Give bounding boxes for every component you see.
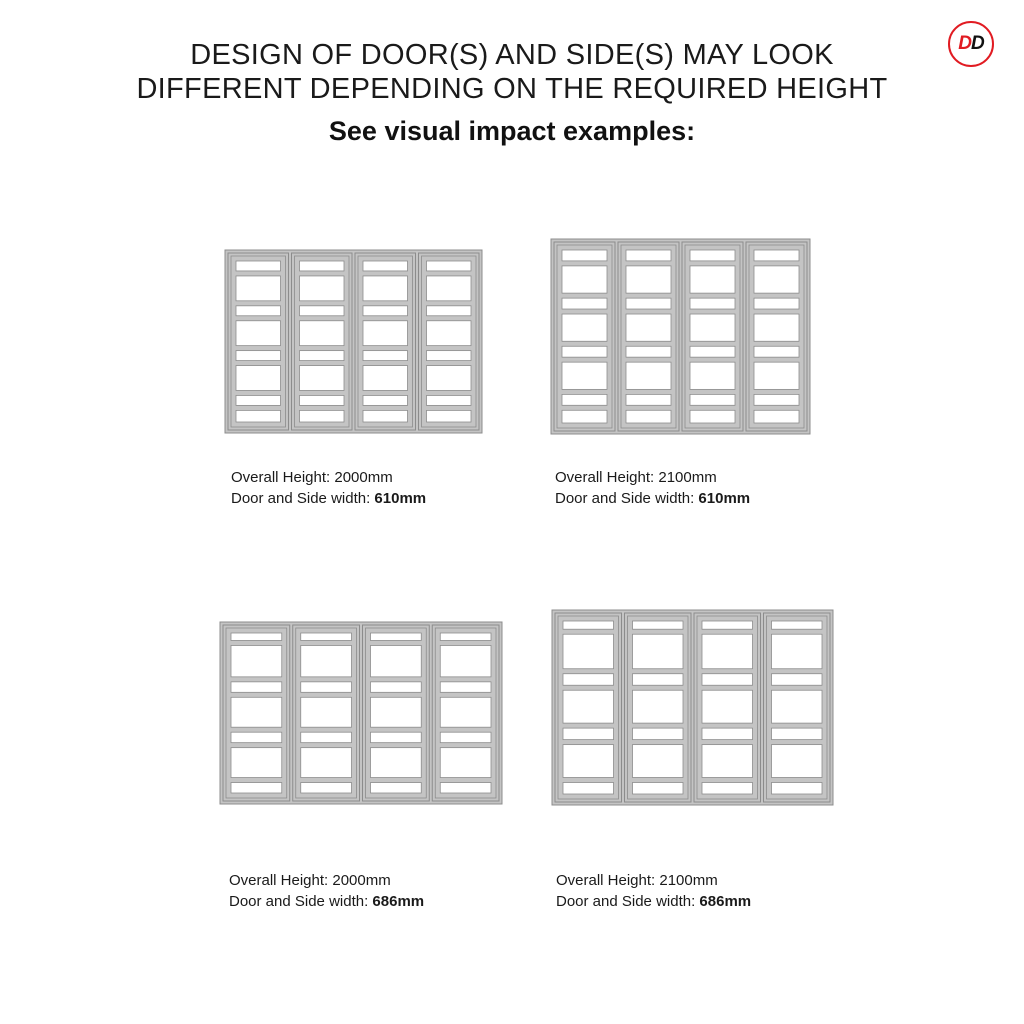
door-panel: [694, 613, 761, 802]
logo-letter-red: D: [958, 33, 971, 54]
glass-pane: [371, 682, 422, 692]
glass-pane: [562, 346, 607, 357]
glass-pane: [626, 410, 671, 423]
glass-pane: [690, 362, 735, 389]
glass-pane: [626, 298, 671, 309]
glass-pane: [371, 732, 422, 742]
example-caption-2: [555, 467, 750, 509]
side-panel: [555, 613, 622, 802]
side-panel: [746, 242, 807, 431]
brand-logo: [948, 21, 994, 67]
glass-pane: [562, 394, 607, 405]
glass-pane: [236, 321, 281, 346]
example-caption-3: [229, 870, 424, 912]
glass-pane: [563, 674, 614, 686]
glass-pane: [633, 621, 684, 629]
glass-pane: [363, 276, 408, 301]
door-set-svg: [550, 238, 811, 435]
glass-pane: [754, 362, 799, 389]
glass-pane: [301, 748, 352, 778]
glass-pane: [236, 306, 281, 316]
glass-pane: [754, 314, 799, 341]
glass-pane: [371, 645, 422, 676]
door-panel: [682, 242, 743, 431]
glass-pane: [300, 276, 345, 301]
glass-pane: [300, 395, 345, 405]
glass-pane: [236, 366, 281, 391]
glass-pane: [300, 261, 345, 271]
glass-pane: [440, 748, 491, 778]
glass-pane: [772, 621, 823, 629]
glass-pane: [690, 266, 735, 293]
door-panel: [363, 625, 430, 801]
door-set-svg: [551, 609, 834, 806]
glass-pane: [371, 633, 422, 640]
glass-pane: [754, 394, 799, 405]
page-subtitle: See visual impact examples:: [328, 116, 696, 146]
glass-pane: [633, 728, 684, 740]
glass-pane: [231, 682, 282, 692]
door-panel: [292, 253, 353, 430]
glass-pane: [690, 394, 735, 405]
glass-pane: [562, 266, 607, 293]
door-panel: [625, 613, 692, 802]
door-side-width-value: 610mm: [698, 490, 751, 507]
glass-pane: [231, 645, 282, 676]
glass-pane: [440, 645, 491, 676]
glass-pane: [626, 266, 671, 293]
glass-pane: [563, 621, 614, 629]
glass-pane: [427, 366, 472, 391]
glass-pane: [300, 306, 345, 316]
door-panel: [355, 253, 416, 430]
glass-pane: [754, 250, 799, 261]
glass-pane: [562, 250, 607, 261]
glass-pane: [300, 321, 345, 346]
glass-pane: [702, 674, 753, 686]
glass-pane: [626, 250, 671, 261]
glass-pane: [236, 351, 281, 361]
glass-pane: [754, 346, 799, 357]
glass-pane: [633, 782, 684, 794]
glass-pane: [690, 298, 735, 309]
side-panel: [419, 253, 480, 430]
glass-pane: [626, 394, 671, 405]
glass-pane: [363, 410, 408, 422]
glass-pane: [702, 690, 753, 723]
glass-pane: [236, 395, 281, 405]
glass-pane: [301, 645, 352, 676]
glass-pane: [772, 674, 823, 686]
door-set-illustration-1: [224, 249, 483, 434]
glass-pane: [427, 261, 472, 271]
side-panel: [223, 625, 290, 801]
side-panel: [764, 613, 831, 802]
glass-pane: [363, 306, 408, 316]
glass-pane: [772, 728, 823, 740]
glass-pane: [440, 697, 491, 727]
glass-pane: [702, 745, 753, 778]
glass-pane: [772, 782, 823, 794]
glass-pane: [563, 782, 614, 794]
glass-pane: [363, 366, 408, 391]
glass-pane: [702, 621, 753, 629]
glass-pane: [633, 674, 684, 686]
glass-pane: [772, 690, 823, 723]
glass-pane: [563, 634, 614, 669]
glass-pane: [754, 266, 799, 293]
glass-pane: [562, 410, 607, 423]
glass-pane: [363, 321, 408, 346]
glass-pane: [427, 395, 472, 405]
glass-pane: [363, 395, 408, 405]
glass-pane: [690, 410, 735, 423]
glass-pane: [371, 697, 422, 727]
glass-pane: [300, 410, 345, 422]
glass-pane: [236, 276, 281, 301]
door-side-width-label: Door and Side width: 610mm: [555, 490, 751, 507]
glass-pane: [563, 728, 614, 740]
glass-pane: [626, 346, 671, 357]
glass-pane: [440, 682, 491, 692]
glass-pane: [301, 732, 352, 742]
door-side-width-label: Door and Side width: 610mm: [231, 490, 427, 507]
overall-height-label: Overall Height: 2100mm: [555, 469, 717, 486]
door-set-illustration-2: [550, 238, 811, 435]
glass-pane: [427, 321, 472, 346]
glass-pane: [427, 351, 472, 361]
glass-pane: [702, 782, 753, 794]
glass-pane: [301, 783, 352, 793]
glass-pane: [702, 728, 753, 740]
glass-pane: [562, 314, 607, 341]
overall-height-label: Overall Height: 2100mm: [556, 872, 718, 889]
glass-pane: [301, 697, 352, 727]
glass-pane: [562, 298, 607, 309]
door-panel: [293, 625, 360, 801]
glass-pane: [772, 745, 823, 778]
glass-pane: [236, 410, 281, 422]
glass-pane: [427, 306, 472, 316]
door-set-svg: [219, 621, 503, 805]
glass-pane: [371, 748, 422, 778]
glass-pane: [363, 351, 408, 361]
glass-pane: [231, 732, 282, 742]
glass-pane: [754, 410, 799, 423]
side-panel: [432, 625, 499, 801]
glass-pane: [563, 690, 614, 723]
glass-pane: [440, 732, 491, 742]
glass-pane: [231, 748, 282, 778]
glass-pane: [690, 346, 735, 357]
glass-pane: [626, 314, 671, 341]
glass-pane: [427, 410, 472, 422]
glass-pane: [754, 298, 799, 309]
glass-pane: [231, 783, 282, 793]
glass-pane: [772, 634, 823, 669]
glass-pane: [427, 276, 472, 301]
glass-pane: [690, 314, 735, 341]
glass-pane: [301, 633, 352, 640]
glass-pane: [690, 250, 735, 261]
glass-pane: [301, 682, 352, 692]
glass-pane: [702, 634, 753, 669]
glass-pane: [563, 745, 614, 778]
door-set-illustration-4: [551, 609, 834, 806]
glass-pane: [236, 261, 281, 271]
door-set-svg: [224, 249, 483, 434]
door-panel: [618, 242, 679, 431]
example-caption-1: [231, 467, 426, 509]
heading-line-2: DIFFERENT DEPENDING ON THE REQUIRED HEIGHT: [136, 73, 888, 105]
side-panel: [228, 253, 289, 430]
example-caption-4: [556, 870, 751, 912]
glass-pane: [626, 362, 671, 389]
glass-pane: [440, 633, 491, 640]
door-side-width-value: 686mm: [699, 893, 752, 910]
glass-pane: [440, 783, 491, 793]
overall-height-label: Overall Height: 2000mm: [229, 872, 391, 889]
glass-pane: [300, 351, 345, 361]
glass-pane: [633, 745, 684, 778]
door-side-width-label: Door and Side width: 686mm: [229, 893, 425, 910]
glass-pane: [633, 634, 684, 669]
glass-pane: [300, 366, 345, 391]
door-set-illustration-3: [219, 621, 503, 805]
overall-height-label: Overall Height: 2000mm: [231, 469, 393, 486]
glass-pane: [633, 690, 684, 723]
heading-line-1: DESIGN OF DOOR(S) AND SIDE(S) MAY LOOK: [190, 39, 834, 71]
door-side-width-value: 610mm: [374, 490, 427, 507]
side-panel: [554, 242, 615, 431]
glass-pane: [363, 261, 408, 271]
door-side-width-label: Door and Side width: 686mm: [556, 893, 752, 910]
logo-letter-dark: D: [971, 33, 984, 54]
glass-pane: [371, 783, 422, 793]
glass-pane: [231, 697, 282, 727]
glass-pane: [562, 362, 607, 389]
glass-pane: [231, 633, 282, 640]
door-side-width-value: 686mm: [372, 893, 425, 910]
